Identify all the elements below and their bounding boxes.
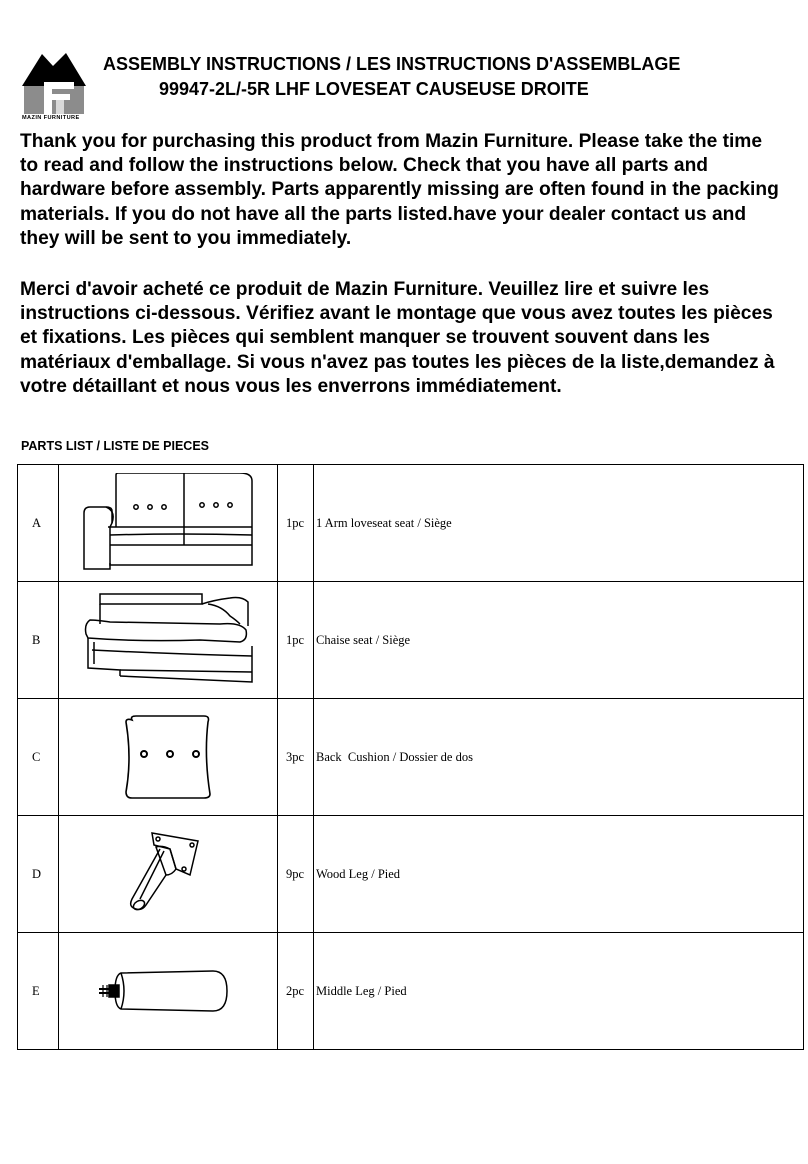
- table-row: [18, 816, 804, 933]
- part-letter: B: [18, 582, 59, 699]
- part-letter: E: [18, 933, 59, 1050]
- back-cushion-icon: [118, 712, 218, 802]
- part-description: Chaise seat / Siège: [314, 582, 804, 699]
- document-title: ASSEMBLY INSTRUCTIONS / LES INSTRUCTIONS D'ASSEMBLAGE: [103, 54, 681, 74]
- brand-logo: [22, 52, 86, 124]
- wood-leg-icon: [118, 829, 218, 919]
- part-qty: 9pc: [278, 816, 314, 933]
- intro-french: Merci d'avoir acheté ce produit de Mazin Furniture. Veuillez lire et suivre les instructions ci-dessous. Vérifiez avant le montage que vous avez toutes les pièces et fixations. Les pièces qui semblent manquer se trouvent souvent dans les matériaux d'emballage. Si vous n'avez pas toutes les pièces de la liste,demandez à votre détaillant et nous vous les enverrons immédiatement.: [20, 279, 775, 397]
- part-letter: A: [18, 465, 59, 582]
- part-qty: 3pc: [278, 699, 314, 816]
- intro-english: Thank you for purchasing this product from Mazin Furniture. Please take the time to read and follow the instructions below. Check that you have all parts and hardware before assembly. Parts apparently missing are often found in the packing materials. If you do not have all the parts listed.have your dealer contact us and they will be sent to you immediately.: [20, 131, 779, 249]
- part-image-cell: [59, 933, 278, 1050]
- part-description: Wood Leg / Pied: [314, 816, 804, 933]
- part-qty: 2pc: [278, 933, 314, 1050]
- brand-logo-text: MAZIN FURNITURE: [22, 115, 80, 121]
- table-row: [18, 582, 804, 699]
- one-arm-loveseat-icon: [80, 473, 256, 573]
- chaise-seat-icon: [80, 590, 256, 690]
- part-qty: 1pc: [278, 465, 314, 582]
- part-image-cell: [59, 699, 278, 816]
- parts-table: [17, 464, 804, 1050]
- part-description: 1 Arm loveseat seat / Siège: [314, 465, 804, 582]
- part-image-cell: [59, 582, 278, 699]
- part-description: Back Cushion / Dossier de dos: [314, 699, 804, 816]
- table-row: [18, 933, 804, 1050]
- part-image-cell: [59, 816, 278, 933]
- table-row: [18, 699, 804, 816]
- part-qty: 1pc: [278, 582, 314, 699]
- table-row: [18, 465, 804, 582]
- mountain-logo-icon: [22, 52, 86, 114]
- parts-list-heading: PARTS LIST / LISTE DE PIECES: [21, 439, 209, 453]
- part-letter: C: [18, 699, 59, 816]
- part-letter: D: [18, 816, 59, 933]
- middle-leg-icon: [93, 961, 243, 1021]
- part-image-cell: [59, 465, 278, 582]
- product-title: 99947-2L/-5R LHF LOVESEAT CAUSEUSE DROITE: [159, 79, 589, 99]
- part-description: Middle Leg / Pied: [314, 933, 804, 1050]
